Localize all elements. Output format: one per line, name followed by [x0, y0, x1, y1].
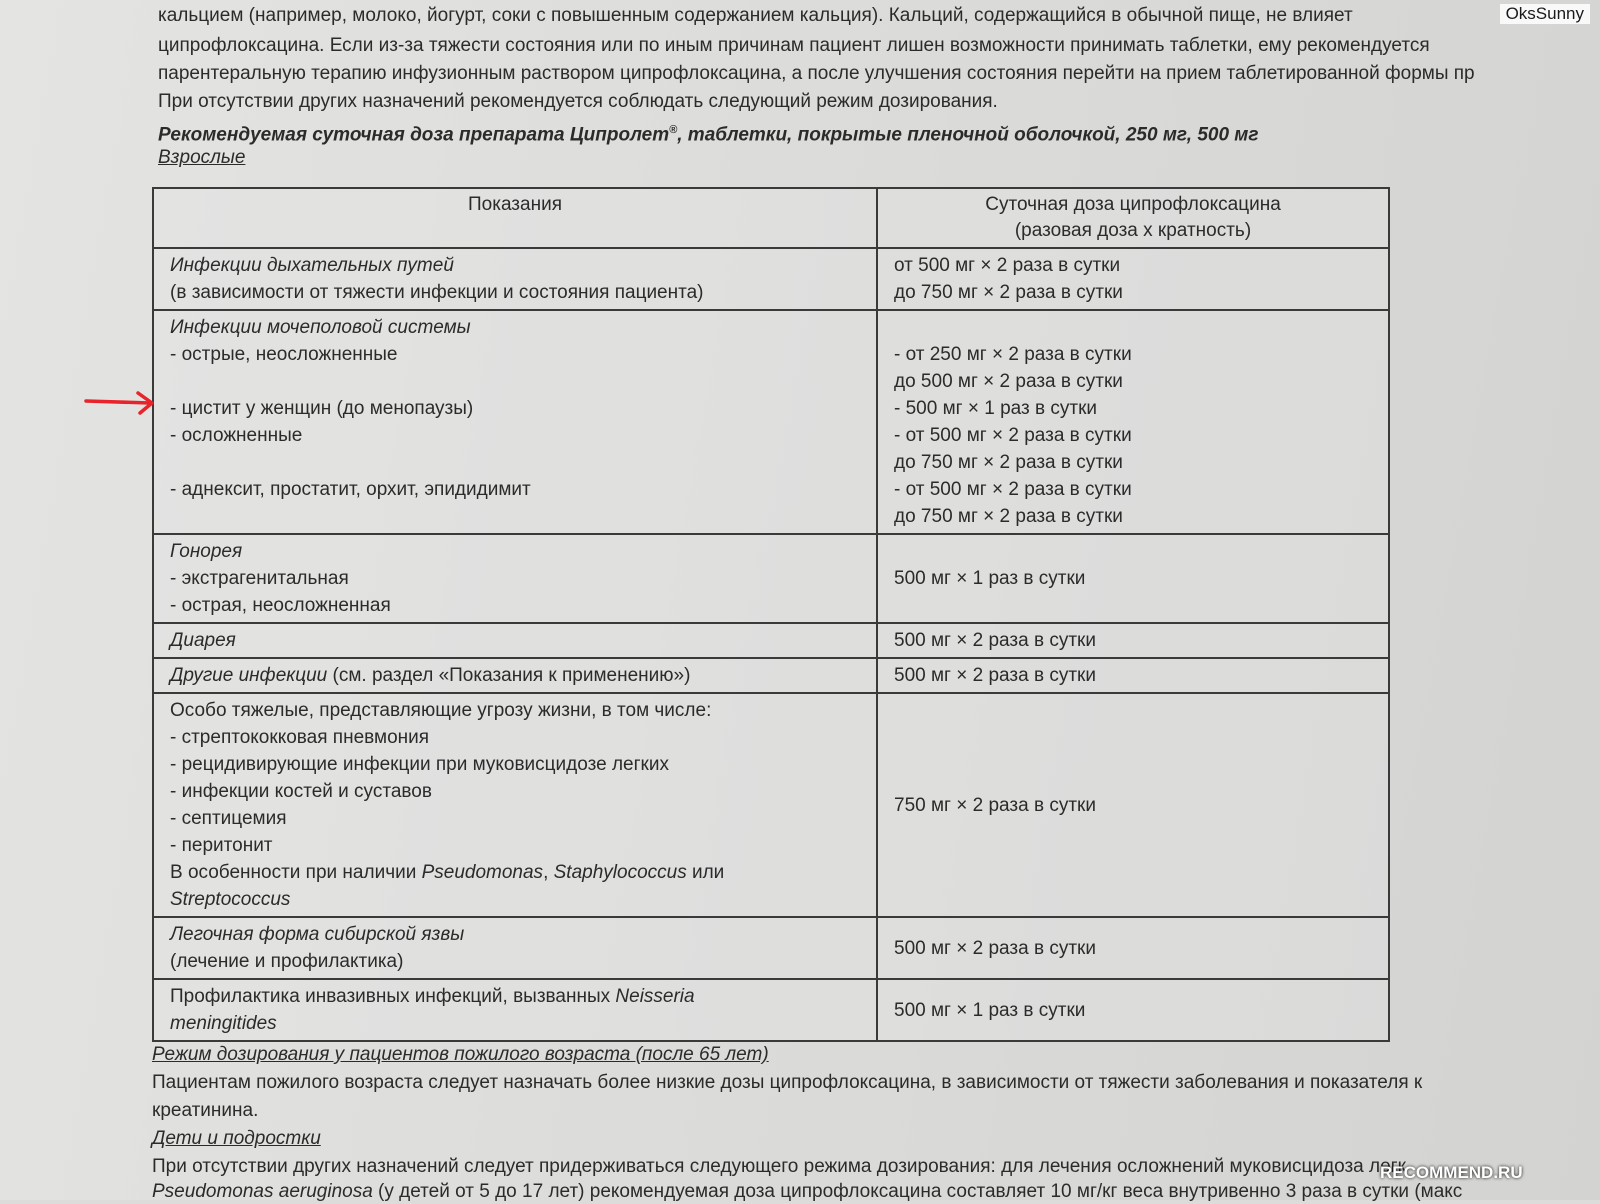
header-indications: Показания: [153, 188, 877, 248]
table-row-respiratory: [153, 248, 1389, 310]
table-row-anthrax: [153, 917, 1389, 979]
watermark-site: RECOMMEND.RU: [1380, 1163, 1523, 1182]
cell-urogenital-indication: Инфекции мочеполовой системы - острые, неосложненные - цистит у женщин (до менопаузы) - осложненные - аднексит, простатит, орхит, эпидидимит: [153, 310, 877, 534]
dose-heading-part1: Рекомендуемая суточная доза препарата Ципролет: [158, 124, 670, 146]
elderly-line-2: креатинина.: [152, 1100, 259, 1121]
adults-label: Взрослые: [158, 147, 246, 168]
dose-heading: [158, 118, 1259, 147]
table-row-neisseria: [153, 979, 1389, 1041]
intro-line-4: При отсутствии других назначений рекомендуется соблюдать следующий режим дозирования.: [158, 91, 998, 112]
intro-line-1: кальцием (например, молоко, йогурт, соки с повышенным содержанием кальция). Кальций, содержащийся в обычной пище, не влияет: [158, 5, 1353, 26]
children-heading: Дети и подростки: [152, 1128, 321, 1149]
cell-neisseria-indication: Профилактика инвазивных инфекций, вызванных Neisseria meningitides: [153, 979, 877, 1041]
children-line-2: Pseudomonas aeruginosa (у детей от 5 до 17 лет) рекомендуемая доза ципрофлоксацина составляет 10 мг/кг веса внутривенно 3 раза в сутки (макс: [152, 1181, 1463, 1202]
elderly-heading: Режим дозирования у пациентов пожилого возраста (после 65 лет): [152, 1044, 769, 1065]
cell-diarrhea-indication: Диарея: [153, 623, 877, 658]
intro-line-3: парентеральную терапию инфузионным раствором ципрофлоксацина, а после улучшения состояния перейти на прием таблетированной формы пр: [158, 63, 1475, 84]
cell-diarrhea-dose: 500 мг × 2 раза в сутки: [877, 623, 1389, 658]
elderly-line-1: Пациентам пожилого возраста следует назначать более низкие дозы ципрофлоксацина, в зависимости от тяжести заболевания и показателя к: [152, 1072, 1423, 1093]
table-row-gonorrhea: [153, 534, 1389, 623]
watermark-author: OksSunny: [1500, 4, 1590, 24]
dose-heading-sup: ®: [669, 124, 678, 136]
cystitis-item: - цистит у женщин (до менопаузы): [170, 398, 474, 419]
cell-respiratory-dose: от 500 мг × 2 раза в сутки до 750 мг × 2 раза в сутки: [877, 248, 1389, 310]
dosage-table: [152, 187, 1390, 1042]
cell-other-indication: Другие инфекции (см. раздел «Показания к применению»): [153, 658, 877, 693]
cell-anthrax-indication: Легочная форма сибирской язвы (лечение и профилактика): [153, 917, 877, 979]
table-row-diarrhea: [153, 623, 1389, 658]
table-row-urogenital: [153, 310, 1389, 534]
cell-respiratory-indication: Инфекции дыхательных путей (в зависимости от тяжести инфекции и состояния пациента): [153, 248, 877, 310]
cell-urogenital-dose: - от 250 мг × 2 раза в сутки до 500 мг × 2 раза в сутки - 500 мг × 1 раз в сутки - от 500 мг × 2 раза в сутки до 750 мг × 2 раза в сутки - от 500 мг × 2 раза в сутки до 750 мг × 2 раза в сутки: [877, 310, 1389, 534]
table-row-severe: [153, 693, 1389, 917]
red-arrow-icon: [84, 391, 156, 415]
intro-line-2: ципрофлоксацина. Если из-за тяжести состояния или по иным причинам пациент лишен возможности принимать таблетки, ему рекомендуется: [158, 35, 1430, 56]
children-line-1: При отсутствии других назначений следует придерживаться следующего режима дозирования: для лечения осложнений муковисцидоза легк: [152, 1156, 1406, 1177]
table-header-row: [153, 188, 1389, 248]
table-row-other: [153, 658, 1389, 693]
cell-severe-dose: 750 мг × 2 раза в сутки: [877, 693, 1389, 917]
cell-gonorrhea-indication: Гонорея - экстрагенитальная - острая, неосложненная: [153, 534, 877, 623]
cell-gonorrhea-dose: 500 мг × 1 раз в сутки: [877, 534, 1389, 623]
cell-neisseria-dose: 500 мг × 1 раз в сутки: [877, 979, 1389, 1041]
dose-heading-part2: , таблетки, покрытые пленочной оболочкой, 250 мг, 500 мг: [677, 124, 1259, 146]
cell-severe-indication: Особо тяжелые, представляющие угрозу жизни, в том числе: - стрептококковая пневмония - рецидивирующие инфекции при муковисцидозе легких - инфекции костей и суставов - септицемия - перитонит В особенности при наличии Pseudomonas, Staphylococcus или Streptococcus: [153, 693, 877, 917]
cell-other-dose: 500 мг × 2 раза в сутки: [877, 658, 1389, 693]
header-daily-dose: Суточная доза ципрофлоксацина (разовая доза х кратность): [877, 188, 1389, 248]
cell-anthrax-dose: 500 мг × 2 раза в сутки: [877, 917, 1389, 979]
